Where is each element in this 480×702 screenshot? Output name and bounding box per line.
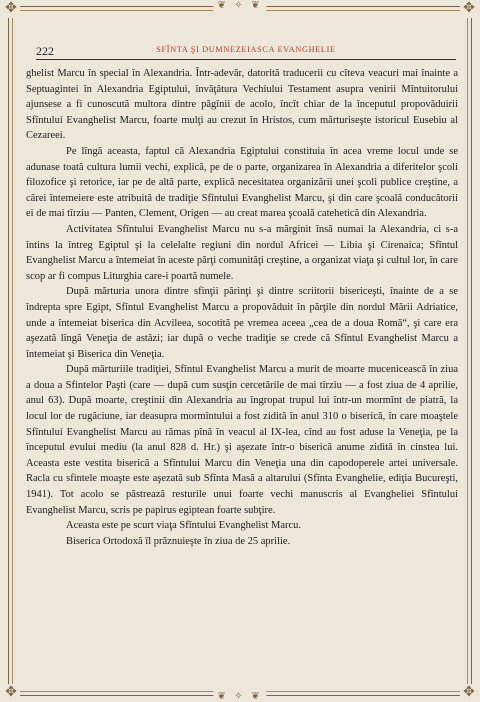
paragraph: Pe lîngă aceasta, faptul că Alexandria Egiptului constituia în acea vreme locul unde se adunase toată cultura lumii vechi, explică, pe de o parte, organizarea în Alexandria a diferitelor şcoli filozofice şi retorice, iar pe de altă parte, explică necesitatea organizării unei şcoli publice creştine, a cărei întemeiere este atribuită de tradiţie Sfîntului Evanghelist Marcu, şi din care şcoală conducătorii ei de mai tîrziu — Panten, Clement, Origen — au creat marea şcoală catehetică din Alexandria. [26,145,458,220]
paragraph: Activitatea Sfîntului Evanghelist Marcu nu s-a mărginit însă numai la Alexandria, ci s-a întins la întreg Egiptul şi la celelalte regiuni din nordul Africei — Libia şi Cirenaica; Sfîntul Evanghelist Marcu a întemeiat în aceste părţi comunităţi creştine, a organizat viaţa şi cultul lor, în care scop ar fi compus Liturghia care-i poartă numele. [26,223,458,282]
paragraph: După mărturia unora dintre sfinţii părinţi şi dintre scriitorii bisericeşti, înainte de a se îndrepta spre Egipt, Sfîntul Evanghelist Marcu a propovăduit în părţile din nordul Mării Adriatice, unde a întemeiat biserica din Acvileea, socotită pe vremea aceea „cea de a doua Romă“, şi care era aşezată lîngă Veneţia de astăzi; iar după o veche tradiţie se crede că Sfîntul Evanghelist Marcu a întemeiat şi Biserica din Veneţia. [26,286,458,360]
corner-ornament-icon: ✥ [460,684,478,702]
corner-ornament-icon: ✥ [2,684,20,702]
paragraph: După mărturiile tradiţiei, Sfîntul Evanghelist Marcu a murit de moarte mucenicească în ziua a doua a Sfintelor Paşti (care — după cum susţin cercetările de mai tîrziu — a fost ziua de 4 aprilie, anul 63). După moarte, creştinii din Alexandria au îngropat trupul lui într-un mormînt de piatră, la locul lor de rugăciune, iar deasupra mormîntului a fost zidită în anul 310 o biserică, în care moaştele Sfîntului Evanghelist Marcu au rămas pînă în veacul al IX-lea, cînd au fost aduse la Veneţia, pe la începutul evului mediu (la anul 828 d. Hr.) şi aşezate într-o biserică anume zidită în cinstea lui. Aceasta este vestita biserică a Sfîntului Marcu din Veneţia una din capodoperele artei universale. Racla cu sfintele moaşte este aşezată sub Sfînta Masă a altarului (Sfînta Evanghelie, ediţia Bucureşti, 1941). Tot acolo se păstrează resturile unui foarte vechi manuscris al Evangheliei Sfîntului Evanghelist Marcu, scris pe papirus egiptean foarte subţire. [26,364,458,516]
header-rule [36,59,456,60]
running-title: SFÎNTA ŞI DUMNEZEIASCA EVANGHELIE [156,45,336,54]
corner-ornament-icon: ✥ [460,0,478,18]
page-header [36,40,456,62]
page-number: 222 [36,44,54,58]
paragraph: Aceasta este pe scurt viaţa Sfîntului Evanghelist Marcu. [66,520,302,532]
body-text [26,66,458,549]
bottom-ornament-icon: ❦ ✧ ❦ [213,691,266,702]
paragraph: Biserica Ortodoxă îl prăznuieşte în ziua de 25 aprilie. [66,535,291,547]
paragraph: ghelist Marcu în special în Alexandria. Într-adevăr, datorită traducerii cu cîteva veacuri mai înainte a Septuagintei în Alexandria Egiptului, învăţătura Vechiului Testament asupra venirii Mîntuitorului ajunsese a fi cunoscută multora dintre păgînii de acolo, încît chiar de la începutul propovăduirii Sfîntului Evanghelist Marcu, foarte mulţi au crezut în Hristos, cum mărturiseşte istoricul Eusebiu al Cezareei. [26,68,458,142]
top-ornament-icon: ❦ ✧ ❦ [213,0,266,11]
corner-ornament-icon: ✥ [2,0,20,18]
